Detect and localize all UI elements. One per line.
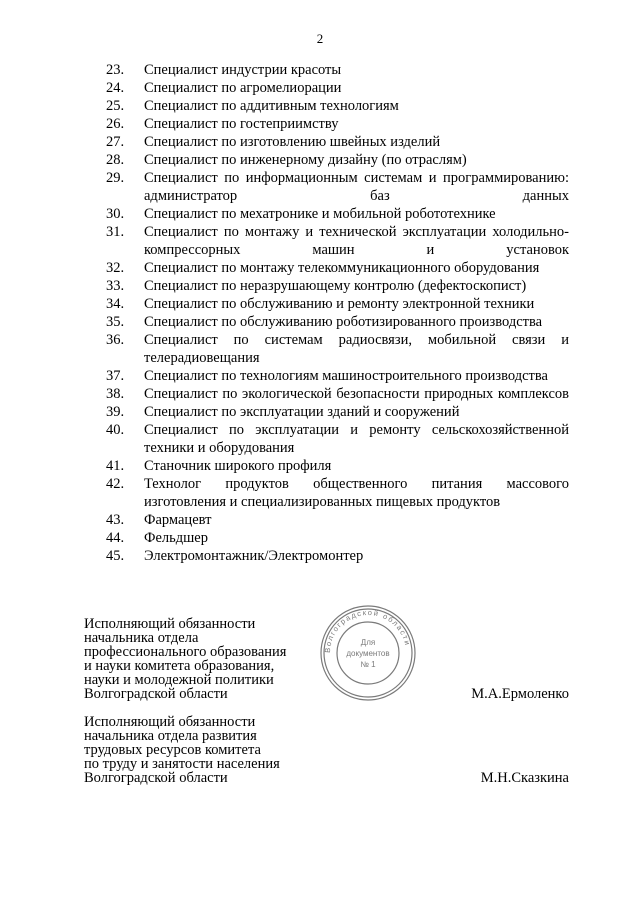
item-number: 32. [106,260,125,276]
list-item [106,97,569,115]
page-number: 2 [316,31,324,46]
item-number: 39. [106,404,125,420]
item-number: 42. [106,476,125,492]
item-text: Специалист по неразрушающему контролю (дефектоскопист) [144,278,527,294]
item-number: 33. [106,278,125,294]
list-item [106,151,569,169]
item-text: Технолог продуктов общественного питания массового изготовления и специализированных пищевых продуктов [144,476,569,510]
item-text: Специалист по технологиям машиностроительного производства [144,368,548,384]
signatory-name: М.Н.Сказкина [480,770,569,786]
item-text: Специалист по монтажу телекоммуникационного оборудования [144,260,540,276]
list-item [106,403,569,421]
stamp-ring-text: Волгоградской области [322,607,413,654]
item-number: 43. [106,512,125,528]
list-item [106,385,569,403]
list-item [106,547,569,565]
item-number: 35. [106,314,125,330]
item-number: 40. [106,422,125,438]
signature-block-2 [84,715,569,785]
item-text: Специалист по эксплуатации и ремонту сельскохозяйственной техники и оборудования [144,422,569,456]
official-stamp [318,603,418,703]
list-item [106,475,569,511]
item-text: Специалист по инженерному дизайну (по отраслям) [144,152,467,168]
item-text: Электромонтажник/Электромонтер [144,548,364,564]
signatory-position: Исполняющий обязанности начальника отдела развития трудовых ресурсов комитета по труду и занятости населения Волгоградской области [84,714,280,786]
list-item [106,457,569,475]
signatory-name: М.А.Ермоленко [471,686,569,702]
list-item [106,169,569,205]
list-item [106,133,569,151]
list-item [106,421,569,457]
list-item [106,79,569,97]
stamp-center-line-2: документов [346,649,390,658]
list-item [106,313,569,331]
list-item [106,511,569,529]
item-number: 36. [106,332,125,348]
item-text: Специалист по изготовлению швейных изделий [144,134,441,150]
item-number: 25. [106,98,125,114]
list-item [106,331,569,367]
list-item [106,529,569,547]
item-text: Фельдшер [144,530,208,546]
item-text: Специалист по обслуживанию и ремонту электронной техники [144,296,535,312]
item-number: 29. [106,170,125,186]
list-item [106,367,569,385]
item-number: 45. [106,548,125,564]
stamp-center-line-1: Для [360,638,376,647]
item-text: Специалист по эксплуатации зданий и сооружений [144,404,460,420]
item-text: Специалист по системам радиосвязи, мобильной связи и телерадиовещания [144,332,569,366]
list-item [106,223,569,259]
item-text: Станочник широкого профиля [144,458,332,474]
list-item [106,115,569,133]
signatory-position: Исполняющий обязанности начальника отдела профессионального образования и науки комитета образования, науки и молодежной политики Волгоградской области [84,616,287,702]
item-text: Специалист индустрии красоты [144,62,342,78]
item-number: 34. [106,296,125,312]
item-number: 31. [106,224,125,240]
item-text: Специалист по мехатронике и мобильной робототехнике [144,206,496,222]
item-text: Специалист по монтажу и технической эксплуатации холодильно-компрессорных машин и установок [144,224,569,258]
item-number: 41. [106,458,125,474]
list-item [106,295,569,313]
item-text: Фармацевт [144,512,212,528]
item-text: Специалист по информационным системам и программированию: администратор баз данных [144,170,569,204]
item-number: 27. [106,134,125,150]
stamp-center-line-3: № 1 [360,660,376,669]
list-item [106,259,569,277]
item-number: 26. [106,116,125,132]
item-text: Специалист по гостеприимству [144,116,339,132]
item-number: 28. [106,152,125,168]
item-number: 44. [106,530,125,546]
item-number: 38. [106,386,125,402]
item-text: Специалист по агромелиорации [144,80,342,96]
item-number: 30. [106,206,125,222]
list-item [106,277,569,295]
list-item [106,61,569,79]
item-text: Специалист по аддитивным технологиям [144,98,399,114]
list-item [106,205,569,223]
item-text: Специалист по экологической безопасности природных комплексов [144,386,569,402]
specialty-list [106,61,569,565]
item-number: 23. [106,62,125,78]
item-number: 24. [106,80,125,96]
item-text: Специалист по обслуживанию роботизированного производства [144,314,543,330]
item-number: 37. [106,368,125,384]
